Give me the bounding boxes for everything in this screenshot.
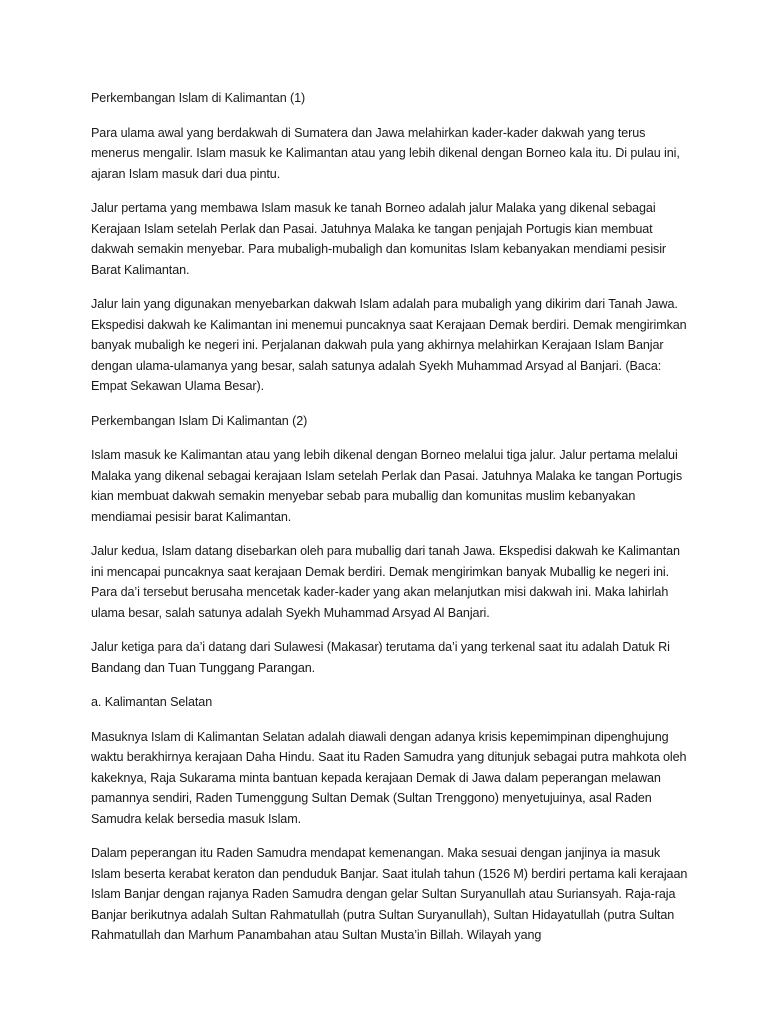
document-body [91,88,688,946]
subsection-heading: a. Kalimantan Selatan [91,695,213,709]
paragraph: Jalur kedua, Islam datang disebarkan oleh para muballig dari tanah Jawa. Ekspedisi dakwah ke Kalimantan ini mencapai puncaknya saat kerajaan Demak berdiri. Demak mengirimkan banyak Muballig ke negeri ini. Para da’i tersebut berusaha mencetak kader-kader yang akan melanjutkan misi dakwah ini. Maka lahirlah ulama besar, salah satunya adalah Syekh Muhammad Arsyad Al Banjari. [91,544,680,620]
paragraph: Jalur pertama yang membawa Islam masuk ke tanah Borneo adalah jalur Malaka yang dikenal sebagai Kerajaan Islam setelah Perlak dan Pasai. Jatuhnya Malaka ke tangan penjajah Portugis kian membuat dakwah semakin menyebar. Para mubaligh-mubaligh dan komunitas Islam kebanyakan mendiami pesisir Barat Kalimantan. [91,201,667,277]
paragraph: Masuknya Islam di Kalimantan Selatan adalah diawali dengan adanya krisis kepemimpinan dipenghujung waktu berakhirnya kerajaan Daha Hindu. Saat itu Raden Samudra yang ditunjuk sebagai putra mahkota oleh kakeknya, Raja Sukarama minta bantuan kepada kerajaan Demak di Jawa dalam peperangan melawan pamannya sendiri, Raden Tumenggung Sultan Demak (Sultan Trenggono) menyetujuinya, asal Raden Samudra kelak bersedia masuk Islam. [91,729,687,826]
paragraph: Jalur ketiga para da’i datang dari Sulawesi (Makasar) terutama da’i yang terkenal saat itu adalah Datuk Ri Bandang dan Tuan Tunggang Parangan. [91,640,670,675]
section-heading-1: Perkembangan Islam di Kalimantan (1) [91,91,306,105]
paragraph: Dalam peperangan itu Raden Samudra mendapat kemenangan. Maka sesuai dengan janjinya ia masuk Islam beserta kerabat keraton dan penduduk Banjar. Saat itulah tahun (1526 M) berdiri pertama kali kerajaan Islam Banjar dengan rajanya Raden Samudra dengan gelar Sultan Suryanullah atau Suriansyah. Raja-raja Banjar berikutnya adalah Sultan Rahmatullah (putra Sultan Suryanullah), Sultan Hidayatullah (putra Sultan Rahmatullah dan Marhum Panambahan atau Sultan Musta’in Billah. Wilayah yang [91,846,688,942]
paragraph: Para ulama awal yang berdakwah di Sumatera dan Jawa melahirkan kader-kader dakwah yang terus menerus mengalir. Islam masuk ke Kalimantan atau yang lebih dikenal dengan Borneo kala itu. Di pulau ini, ajaran Islam masuk dari dua pintu. [91,125,680,181]
paragraph: Jalur lain yang digunakan menyebarkan dakwah Islam adalah para mubaligh yang dikirim dari Tanah Jawa. Ekspedisi dakwah ke Kalimantan ini menemui puncaknya saat Kerajaan Demak berdiri. Demak mengirimkan banyak mubaligh ke negeri ini. Perjalanan dakwah pula yang akhirnya melahirkan Kerajaan Islam Banjar dengan ulama-ulamanya yang besar, salah satunya adalah Syekh Muhammad Arsyad al Banjari. (Baca: Empat Sekawan Ulama Besar). [91,297,687,393]
section-heading-2: Perkembangan Islam Di Kalimantan (2) [91,413,308,428]
paragraph: Islam masuk ke Kalimantan atau yang lebih dikenal dengan Borneo melalui tiga jalur. Jalur pertama melalui Malaka yang dikenal sebagai kerajaan Islam setelah Perlak dan Pasai. Jatuhnya Malaka ke tangan Portugis kian membuat dakwah semakin menyebar sebab para muballig dan komunitas muslim kebanyakan mendiamai pesisir barat Kalimantan. [91,448,683,524]
